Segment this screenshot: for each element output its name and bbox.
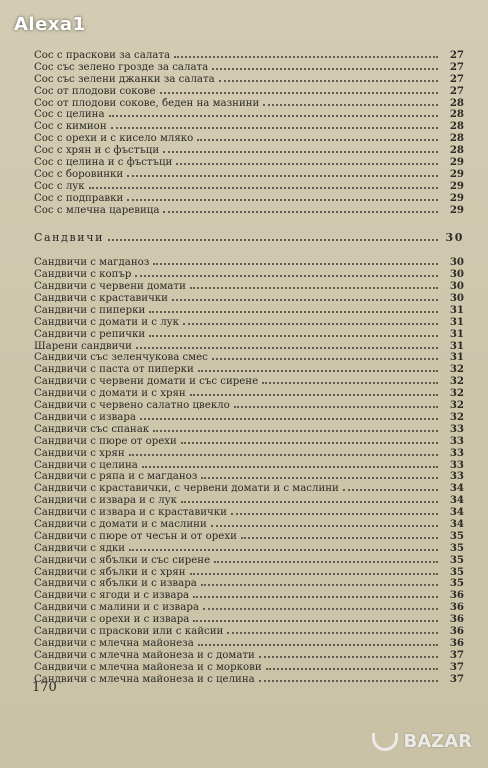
leader-dots bbox=[89, 181, 438, 189]
toc-entry: Сандвичи с извара 32 bbox=[34, 410, 464, 423]
toc-entry: Шарени сандвичи 31 bbox=[34, 339, 464, 352]
toc-entry: Сандвичи с краставички, с червени домати и с маслини 34 bbox=[34, 482, 464, 495]
toc-entry: Сос от плодови сокове, беден на мазнини 28 bbox=[34, 96, 464, 109]
leader-dots bbox=[212, 352, 438, 360]
leader-dots bbox=[142, 460, 438, 468]
toc-entry: Сандвичи с ябълки и с хрян 35 bbox=[34, 565, 464, 578]
leader-dots bbox=[153, 424, 438, 432]
toc-entry: Сос с лук 29 bbox=[34, 179, 464, 192]
leader-dots bbox=[193, 614, 438, 622]
leader-dots bbox=[163, 205, 438, 213]
leader-dots bbox=[190, 567, 438, 575]
leader-dots bbox=[127, 193, 438, 201]
leader-dots bbox=[109, 109, 438, 117]
toc-entry: Сос с подправки 29 bbox=[34, 191, 464, 204]
leader-dots bbox=[234, 400, 438, 408]
toc-group-sandwiches bbox=[34, 257, 464, 685]
toc-entry: Сандвичи с целина 33 bbox=[34, 458, 464, 471]
toc-entry: Сандвичи с ряпа и с магданоз 33 bbox=[34, 470, 464, 483]
toc-entry: Сандвичи с копър 30 bbox=[34, 268, 464, 281]
toc-entry: Сос с праскови за салата 27 bbox=[34, 49, 464, 61]
leader-dots bbox=[174, 50, 438, 58]
toc-entry: Сандвичи с магданоз 30 bbox=[34, 256, 464, 269]
toc-entry: Сос с хрян и с фъстъци 28 bbox=[34, 144, 464, 157]
toc-entry: Сандвичи с извара и с лук 34 bbox=[34, 494, 464, 507]
leader-dots bbox=[266, 662, 438, 670]
leader-dots bbox=[227, 626, 438, 634]
toc-entry: Сос със зелени джанки за салата 27 bbox=[34, 72, 464, 85]
toc-entry: Сандвичи с домати и с маслини 34 bbox=[34, 517, 464, 530]
toc-entry: Сандвичи с хрян 33 bbox=[34, 446, 464, 459]
toc-entry: Сандвичи с млечна майонеза и с целина 37 bbox=[34, 672, 464, 685]
leader-dots bbox=[219, 74, 438, 82]
toc-entry: Сандвичи с ядки 35 bbox=[34, 541, 464, 554]
leader-dots bbox=[127, 169, 438, 177]
toc-entry: Сандвичи с домати и с хрян 32 bbox=[34, 387, 464, 400]
toc-entry: Сос с млечна царевица 29 bbox=[34, 203, 464, 216]
toc-entry: Сос с целина 28 bbox=[34, 108, 464, 121]
toc-entry: Сандвичи с паста от пиперки 32 bbox=[34, 363, 464, 376]
leader-dots bbox=[129, 543, 438, 551]
leader-dots bbox=[197, 133, 438, 141]
toc-entry: Сандвичи с извара и с краставички 34 bbox=[34, 506, 464, 519]
leader-dots bbox=[214, 555, 438, 563]
toc-entry: Сандвичи с ягоди и с извара 36 bbox=[34, 589, 464, 602]
toc-entry: Сос с боровинки 29 bbox=[34, 167, 464, 180]
leader-dots bbox=[211, 519, 438, 527]
seller-watermark: Alexa1 bbox=[14, 14, 86, 35]
toc-entry: Сандвичи със спанак 33 bbox=[34, 422, 464, 435]
leader-dots bbox=[259, 674, 438, 682]
leader-dots bbox=[231, 507, 438, 515]
leader-dots bbox=[259, 650, 438, 658]
toc-entry: Сандвичи с ябълки и със сирене 35 bbox=[34, 553, 464, 566]
toc-entry: Сандвичи с малини и с извара 36 bbox=[34, 601, 464, 614]
leader-dots bbox=[181, 436, 438, 444]
leader-dots bbox=[160, 86, 438, 94]
leader-dots bbox=[190, 281, 438, 289]
leader-dots bbox=[263, 98, 438, 106]
leader-dots bbox=[201, 471, 438, 479]
toc-entry: Сандвичи с пюре от орехи 33 bbox=[34, 434, 464, 447]
leader-dots bbox=[172, 293, 438, 301]
toc-entry: Сос с целина и с фъстъци 29 bbox=[34, 156, 464, 169]
toc-entry: Сандвичи с червено салатно цвекло 32 bbox=[34, 399, 464, 412]
toc-entry: Сандвичи с млечна майонеза и с домати 37 bbox=[34, 648, 464, 661]
toc-entry: Сос със зелено грозде за салата 27 bbox=[34, 60, 464, 73]
toc-entry: Сандвичи с орехи и с извара 36 bbox=[34, 613, 464, 626]
leader-dots bbox=[135, 269, 438, 277]
leader-dots bbox=[190, 388, 438, 396]
toc-entry: Сос с орехи и с кисело мляко 28 bbox=[34, 132, 464, 145]
toc-entry: Сос с кимион 28 bbox=[34, 120, 464, 133]
leader-dots bbox=[181, 495, 438, 503]
leader-dots bbox=[198, 364, 438, 372]
toc-entry: Сандвичи с пиперки 31 bbox=[34, 303, 464, 316]
leader-dots bbox=[129, 448, 438, 456]
toc-entry: Сандвичи с пюре от чесън и от орехи 35 bbox=[34, 529, 464, 542]
leader-dots bbox=[241, 531, 438, 539]
leader-dots bbox=[203, 602, 438, 610]
toc-entry: Сандвичи с млечна майонеза и с моркови 37 bbox=[34, 660, 464, 673]
leader-dots bbox=[176, 157, 438, 165]
toc-entry: Сандвичи с праскови или с кайсии 36 bbox=[34, 624, 464, 637]
leader-dots bbox=[153, 257, 438, 265]
leader-dots bbox=[212, 62, 438, 70]
toc-entry: Сандвичи с млечна майонеза 36 bbox=[34, 636, 464, 649]
leader-dots bbox=[140, 412, 438, 420]
toc-entry: Сандвичи с репички 31 bbox=[34, 327, 464, 340]
leader-dots bbox=[198, 638, 438, 646]
table-of-contents bbox=[34, 50, 464, 685]
leader-dots bbox=[343, 483, 438, 491]
toc-entry: Сандвичи с краставички 30 bbox=[34, 292, 464, 305]
leader-dots bbox=[193, 590, 438, 598]
toc-entry: Сос от плодови сокове 27 bbox=[34, 84, 464, 97]
leader-dots bbox=[108, 233, 438, 241]
toc-entry: Сандвичи с червени домати и със сирене 32 bbox=[34, 375, 464, 388]
leader-dots bbox=[149, 305, 438, 313]
leader-dots bbox=[111, 121, 438, 129]
leader-dots bbox=[136, 341, 438, 349]
toc-entry: Сандвичи с ябълки и с извара 35 bbox=[34, 577, 464, 590]
toc-entry: Сандвичи с червени домати 30 bbox=[34, 280, 464, 293]
leader-dots bbox=[201, 578, 438, 586]
leader-dots bbox=[149, 329, 438, 337]
leader-dots bbox=[183, 317, 438, 325]
toc-entry: Сандвичи с домати и с лук 31 bbox=[34, 315, 464, 328]
marketplace-watermark: BAZAR bbox=[372, 731, 473, 752]
leader-dots bbox=[262, 376, 438, 384]
leader-dots bbox=[163, 145, 438, 153]
bazar-logo-icon bbox=[372, 733, 398, 751]
section-heading: Сандвичи 30 bbox=[34, 231, 464, 245]
page-number: 170 bbox=[32, 680, 57, 695]
toc-group-sauces bbox=[34, 50, 464, 216]
toc-entry: Сандвичи със зеленчукова смес 31 bbox=[34, 351, 464, 364]
